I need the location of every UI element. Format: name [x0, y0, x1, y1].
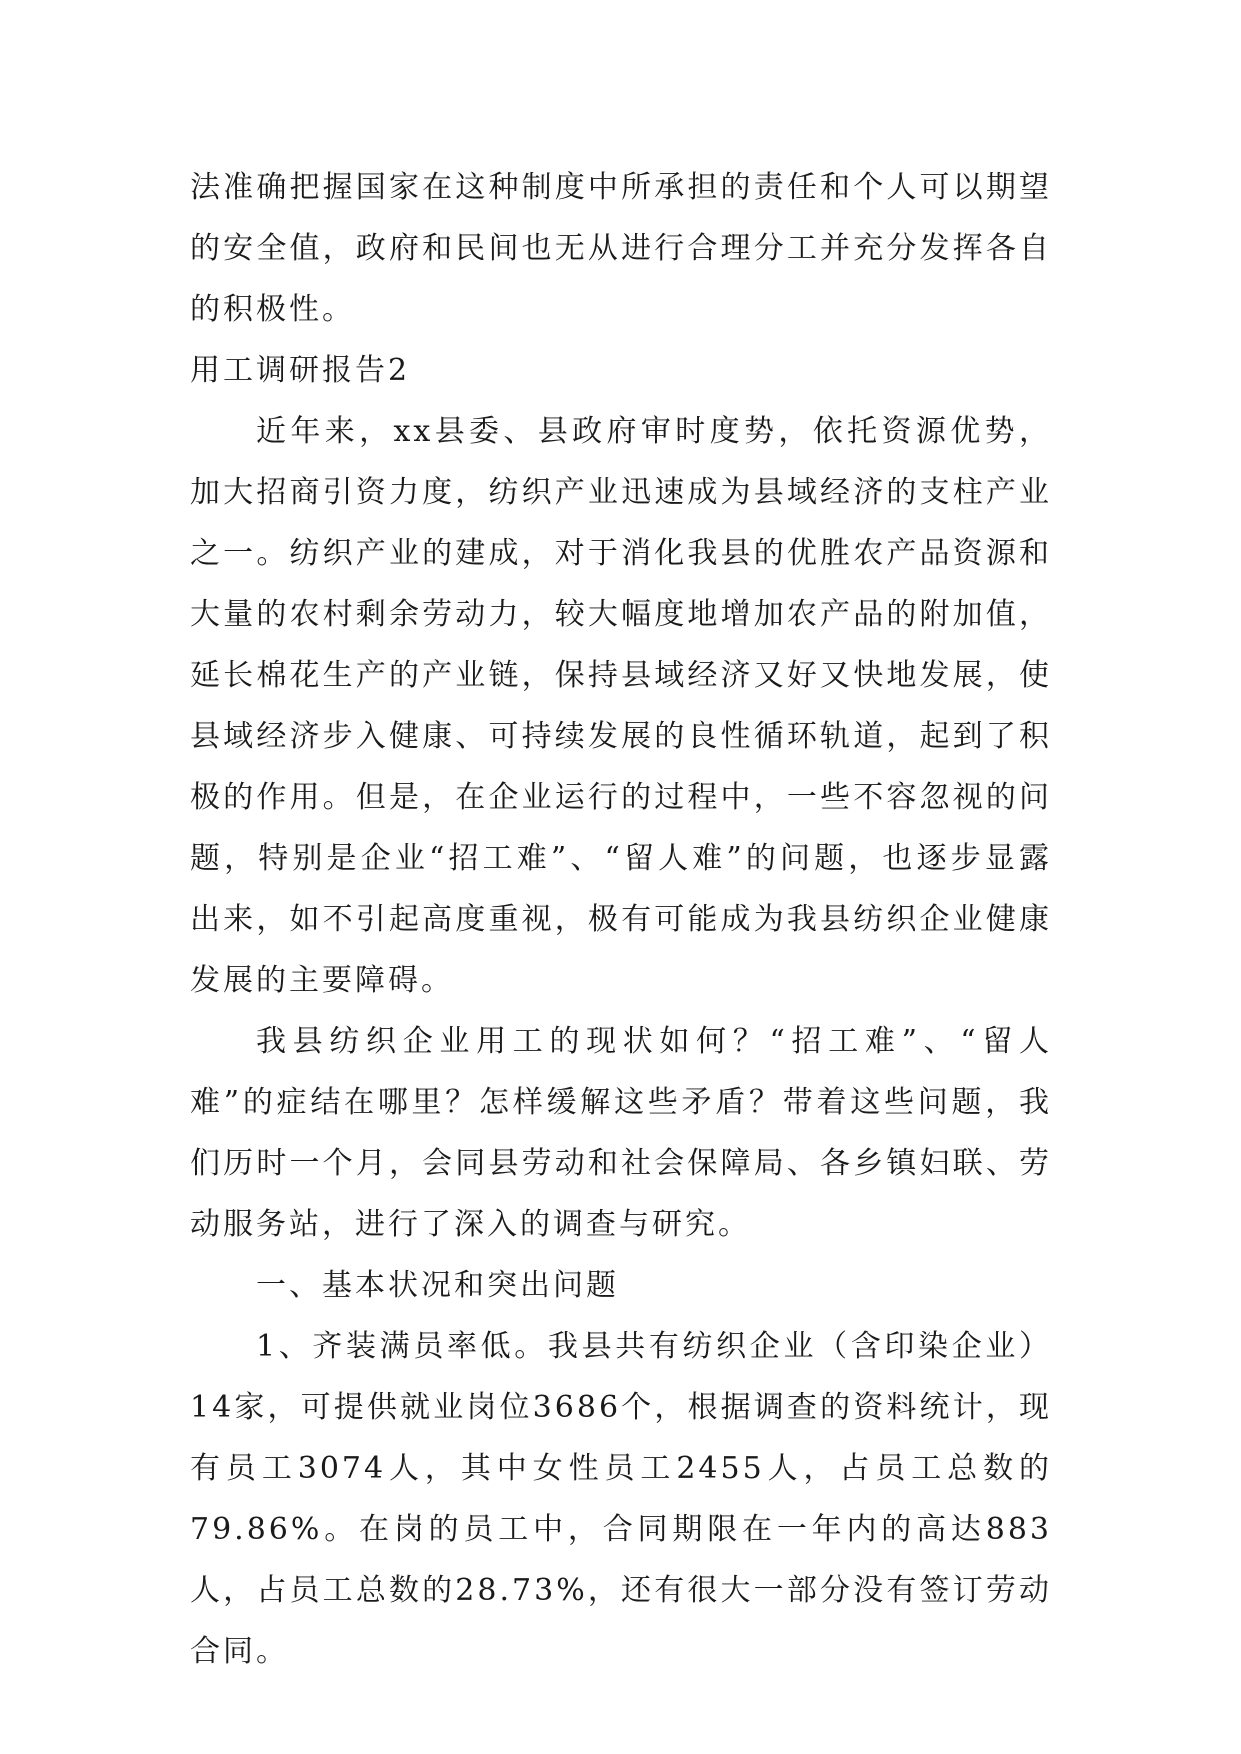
paragraph-background: 近年来，xx县委、县政府审时度势，依托资源优势，加大招商引资力度，纺织产业迅速成为县域经济的支柱产业之一。纺织产业的建成，对于消化我县的优胜农产品资源和大量的农村剩余劳动力，较大幅度地增加农产品的附加值，延长棉花生产的产业链，保持县域经济又好又快地发展，使县域经济步入健康、可持续发展的良性循环轨道，起到了积极的作用。但是，在企业运行的过程中，一些不容忽视的问题，特别是企业“招工难”、“留人难”的问题，也逐步显露出来，如不引起高度重视，极有可能成为我县纺织企业健康发展的主要障碍。 — [190, 414, 1052, 998]
document-body — [190, 157, 1052, 1682]
section-title: 用工调研报告2 — [190, 353, 411, 388]
intro-paragraph: 法准确把握国家在这种制度中所承担的责任和个人可以期望的安全值，政府和民间也无从进行合理分工并充分发挥各自的积极性。 — [190, 170, 1052, 327]
paragraph-survey-purpose: 我县纺织企业用工的现状如何？“招工难”、“留人难”的症结在哪里？怎样缓解这些矛盾？带着这些问题，我们历时一个月，会同县劳动和社会保障局、各乡镇妇联、劳动服务站，进行了深入的调查与研究。 — [190, 1024, 1052, 1242]
paragraph-staffing-rate: 1、齐装满员率低。我县共有纺织企业（含印染企业）14家，可提供就业岗位3686个，根据调查的资料统计，现有员工3074人，其中女性员工2455人，占员工总数的79.86%。在岗的员工中，合同期限在一年内的高达883人，占员工总数的28.73%，还有很大一部分没有签订劳动合同。 — [190, 1329, 1052, 1669]
subsection-heading: 一、基本状况和突出问题 — [256, 1268, 619, 1303]
